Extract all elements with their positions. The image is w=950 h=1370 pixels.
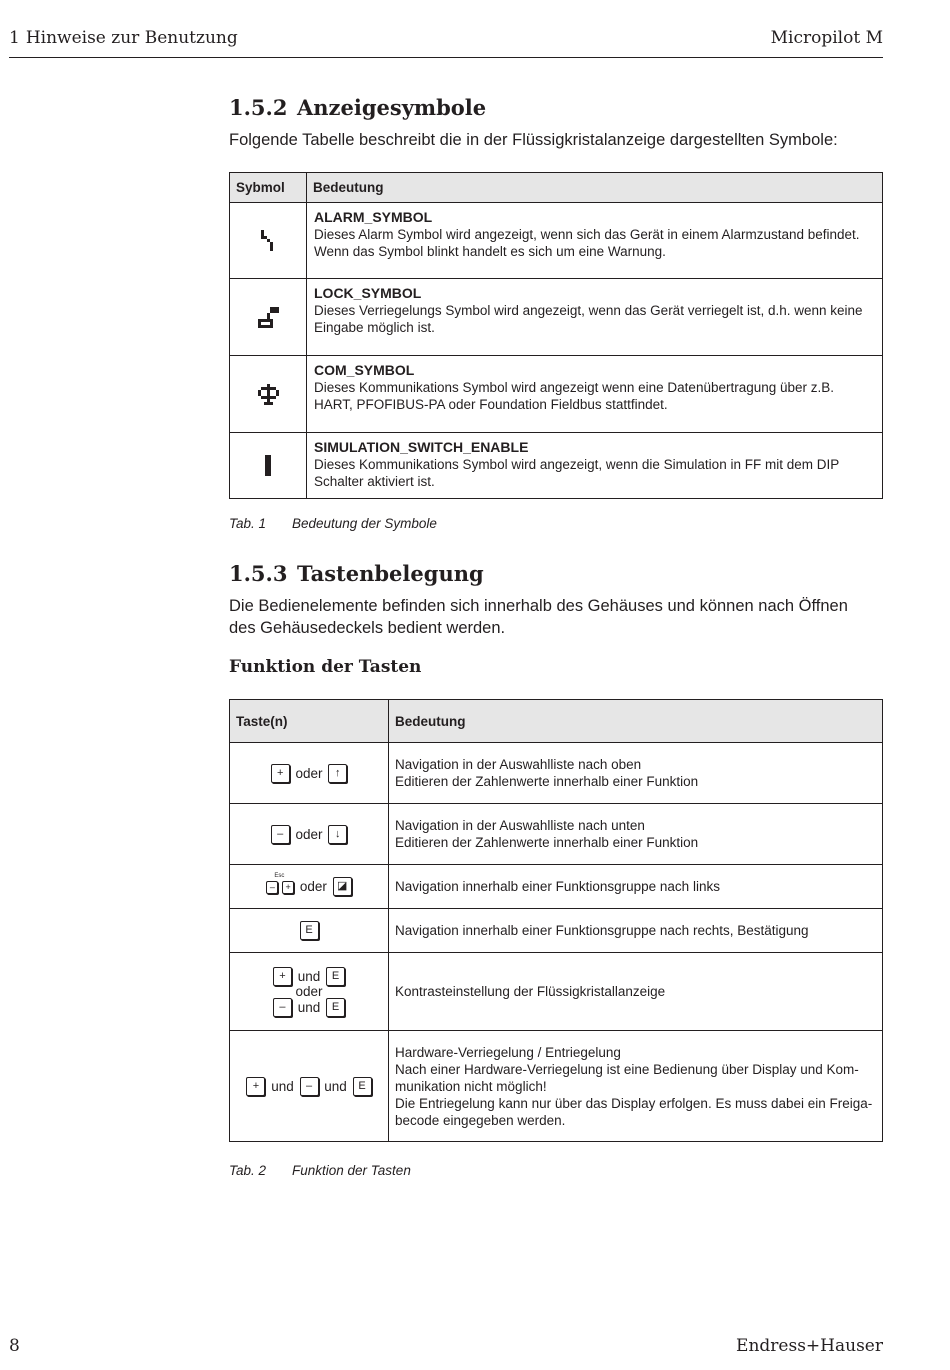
up-arrow-key-icon: ↑	[328, 764, 347, 783]
symbol-name: SIMULATION_SWITCH_ENABLE	[314, 439, 529, 455]
header-rule	[9, 57, 883, 58]
minus-key-icon: –	[300, 1077, 319, 1096]
table-header-row	[230, 700, 883, 743]
keys-cell	[230, 804, 389, 865]
minus-key-icon: –	[273, 998, 292, 1017]
section-intro: Folgende Tabelle beschreibt die in der Flüssigkristalanzeige dargestellten Symbole:	[229, 131, 838, 149]
column-header-symbol: Sybmol	[230, 173, 307, 203]
symbol-cell	[230, 279, 307, 356]
meaning-cell	[389, 1031, 883, 1142]
meaning-line: Navigation in der Auswahlliste nach unten	[395, 818, 645, 833]
subsection-title: Funktion der Tasten	[229, 657, 422, 677]
enter-key-icon: E	[353, 1077, 372, 1096]
meaning-line: munikation nicht möglich!	[395, 1078, 547, 1094]
word-oder: oder	[295, 765, 323, 781]
meaning-cell	[389, 865, 883, 909]
word-und: und	[324, 1078, 347, 1094]
enter-key-icon: E	[300, 921, 319, 940]
plus-key-icon: +	[271, 764, 290, 783]
section-intro: Die Bedienelemente befinden sich innerhalb des Gehäuses und können nach Öffnen des Gehäusedeckels bedient werden.	[229, 597, 848, 637]
symbol-description: Dieses Alarm Symbol wird angezeigt, wenn sich das Gerät in einem Alarmzustand befindet. Wenn das Symbol blinkt handelt es sich um eine Warnung.	[314, 227, 860, 259]
symbol-cell	[230, 203, 307, 279]
meaning-line: Navigation in der Auswahlliste nach oben	[395, 757, 642, 772]
meaning-line: Kontrasteinstellung der Flüssigkristallanzeige	[395, 984, 666, 999]
page-number: 8	[9, 1336, 20, 1356]
caption-text: Bedeutung der Symbole	[292, 516, 437, 531]
word-oder: oder	[295, 983, 323, 999]
caption-label: Tab. 1	[229, 516, 267, 531]
table-caption	[229, 1163, 411, 1178]
table-row	[230, 279, 883, 356]
minus-key-icon: –	[266, 881, 278, 894]
running-header-chapter	[9, 28, 238, 48]
enter-key-icon: E	[326, 998, 345, 1017]
table-row	[230, 356, 883, 433]
symbol-table	[229, 172, 883, 499]
column-header-meaning: Bedeutung	[389, 700, 883, 743]
table-row	[230, 1031, 883, 1142]
meaning-line: Navigation innerhalb einer Funktionsgruppe nach rechts, Bestätigung	[395, 923, 809, 938]
keys-cell	[230, 953, 389, 1031]
meaning-line: Hardware-Verriegelung / Entriegelung	[395, 1044, 621, 1060]
keys-cell	[230, 909, 389, 953]
key-combo-line	[230, 967, 388, 986]
description-cell	[307, 279, 883, 356]
description-cell	[307, 203, 883, 279]
plus-key-icon: +	[273, 967, 292, 986]
minus-key-icon: –	[271, 825, 290, 844]
symbol-description: Dieses Kommunikations Symbol wird angezeigt, wenn die Simulation in FF mit dem DIP Schalter aktiviert ist.	[314, 457, 839, 489]
lock-symbol-icon	[258, 307, 279, 328]
table-row	[230, 743, 883, 804]
keys-cell	[230, 1031, 389, 1142]
down-arrow-key-icon: ↓	[328, 825, 347, 844]
plus-key-icon: +	[246, 1077, 265, 1096]
plus-key-icon: +	[282, 881, 294, 894]
symbol-name: COM_SYMBOL	[314, 362, 415, 378]
symbol-description: Dieses Verriegelungs Symbol wird angezeigt, wenn das Gerät verriegelt ist, d.h. wenn keine Eingabe möglich ist.	[314, 303, 863, 335]
table-header-row	[230, 173, 883, 203]
caption-label: Tab. 2	[229, 1163, 267, 1178]
running-header-product: Micropilot M	[770, 28, 883, 48]
esc-key-combo	[266, 873, 294, 895]
table-row	[230, 804, 883, 865]
section-title: Tastenbelegung	[297, 561, 484, 586]
keys-cell	[230, 743, 389, 804]
section-heading-153	[229, 561, 484, 586]
com-symbol-icon	[258, 384, 279, 405]
description-cell	[307, 356, 883, 433]
column-header-keys: Taste(n)	[230, 700, 389, 743]
table-row	[230, 865, 883, 909]
esc-label: Esc	[274, 873, 285, 879]
meaning-cell	[389, 909, 883, 953]
meaning-line: Die Entriegelung kann nur über das Display erfolgen. Es muss dabei ein Freiga-	[395, 1095, 873, 1111]
meaning-cell	[389, 804, 883, 865]
chapter-title: Hinweise zur Benutzung	[25, 28, 238, 48]
caption-text: Funktion der Tasten	[292, 1163, 411, 1178]
table-row	[230, 953, 883, 1031]
table-caption	[229, 516, 437, 531]
key-combo-line	[230, 998, 388, 1017]
meaning-line: Editieren der Zahlenwerte innerhalb einer Funktion	[395, 774, 699, 789]
table-row	[230, 203, 883, 279]
symbol-name: LOCK_SYMBOL	[314, 285, 422, 301]
symbol-cell	[230, 433, 307, 499]
word-und: und	[271, 1078, 294, 1094]
symbol-name: ALARM_SYMBOL	[314, 209, 433, 225]
word-und: und	[297, 999, 321, 1015]
alarm-symbol-icon	[261, 230, 276, 251]
symbol-description: Dieses Kommunikations Symbol wird angezeigt wenn eine Datenübertragung über z.B. HART, PFOFIBUS-PA oder Foundation Fieldbus stattfindet.	[314, 380, 835, 412]
word-oder: oder	[299, 879, 327, 894]
table-row	[230, 433, 883, 499]
meaning-line: becode eingegeben werden.	[395, 1112, 566, 1128]
description-cell	[307, 433, 883, 499]
symbol-cell	[230, 356, 307, 433]
enter-key-icon: E	[326, 967, 345, 986]
word-und: und	[297, 968, 321, 984]
keys-cell	[230, 865, 389, 909]
section-title: Anzeigesymbole	[297, 95, 487, 120]
meaning-line: Navigation innerhalb einer Funktionsgruppe nach links	[395, 879, 720, 894]
column-header-meaning: Bedeutung	[307, 173, 883, 203]
key-function-table	[229, 699, 883, 1142]
meaning-line: Editieren der Zahlenwerte innerhalb einer Funktion	[395, 835, 699, 850]
meaning-cell	[389, 743, 883, 804]
meaning-cell	[389, 953, 883, 1031]
corner-key-icon: ◪	[333, 877, 352, 896]
brand-logo: Endress+Hauser	[736, 1336, 883, 1356]
section-heading-152	[229, 95, 486, 120]
simulation-switch-symbol-icon	[265, 455, 271, 476]
meaning-line: Nach einer Hardware-Verriegelung ist eine Bedienung über Display und Kom-	[395, 1061, 859, 1077]
table-row	[230, 909, 883, 953]
section-number: 1.5.3	[229, 561, 288, 586]
word-oder: oder	[295, 826, 323, 842]
section-number: 1.5.2	[229, 95, 288, 120]
chapter-number: 1	[9, 28, 20, 48]
